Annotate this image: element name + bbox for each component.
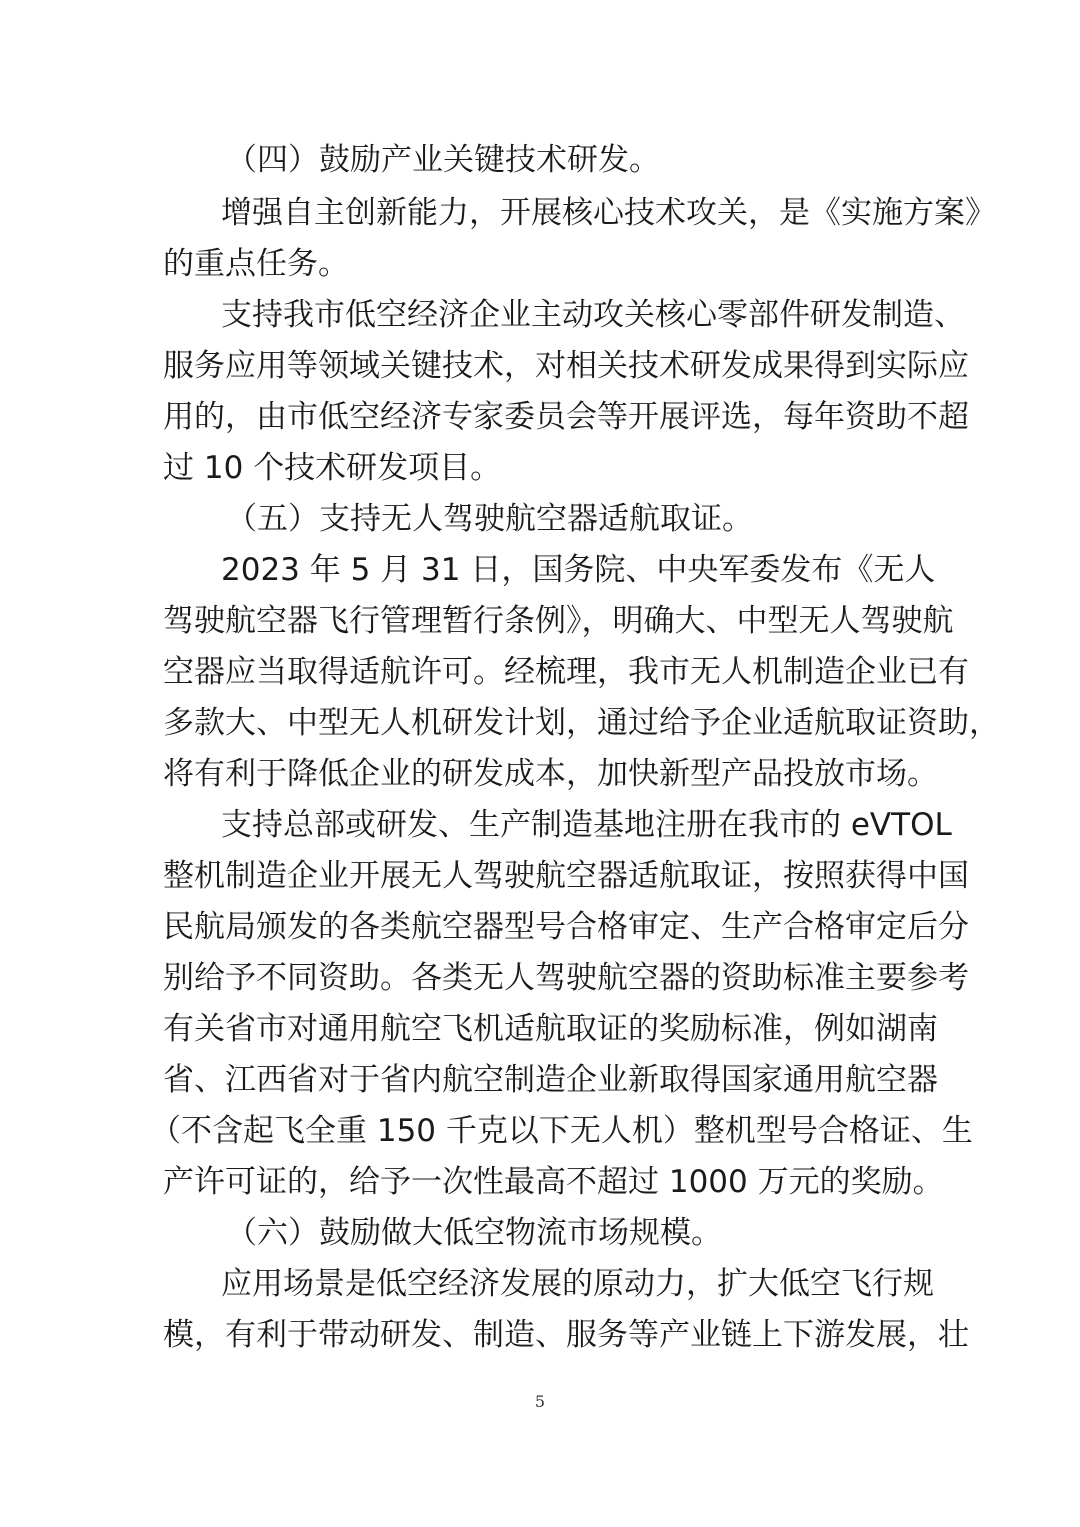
- paragraph-line: 模，有利于带动研发、制造、服务等产业链上下游发展，壮: [163, 1317, 969, 1353]
- section-heading-5: （五）支持无人驾驶航空器适航取证。: [226, 501, 753, 537]
- paragraph-line: 别给予不同资助。各类无人驾驶航空器的资助标准主要参考: [163, 960, 969, 996]
- paragraph-line: 产许可证的，给予一次性最高不超过 1000 万元的奖励。: [163, 1164, 944, 1200]
- paragraph-line: 服务应用等领域关键技术，对相关技术研发成果得到实际应: [163, 348, 969, 384]
- paragraph-line: （不含起飞全重 150 千克以下无人机）整机型号合格证、生: [150, 1113, 973, 1149]
- paragraph-line: 用的，由市低空经济专家委员会等开展评选，每年资助不超: [163, 399, 969, 435]
- paragraph-line: 民航局颁发的各类航空器型号合格审定、生产合格审定后分: [163, 909, 969, 945]
- paragraph-line: 的重点任务。: [163, 246, 349, 282]
- paragraph-line: 多款大、中型无人机研发计划，通过给予企业适航取证资助，: [163, 705, 1000, 741]
- paragraph-line: 应用场景是低空经济发展的原动力，扩大低空飞行规: [221, 1266, 934, 1302]
- paragraph-line: 有关省市对通用航空飞机适航取证的奖励标准，例如湖南: [163, 1011, 938, 1047]
- paragraph-line: 将有利于降低企业的研发成本，加快新型产品投放市场。: [163, 756, 938, 792]
- paragraph-line: 整机制造企业开展无人驾驶航空器适航取证，按照获得中国: [163, 858, 969, 894]
- section-heading-4: （四）鼓励产业关键技术研发。: [226, 142, 660, 178]
- paragraph-line: 空器应当取得适航许可。经梳理，我市无人机制造企业已有: [163, 654, 969, 690]
- paragraph-line: 过 10 个技术研发项目。: [163, 450, 502, 486]
- paragraph-line: 支持我市低空经济企业主动攻关核心零部件研发制造、: [221, 297, 965, 333]
- paragraph-line: 驾驶航空器飞行管理暂行条例》，明确大、中型无人驾驶航: [163, 603, 954, 639]
- paragraph-line: 省、江西省对于省内航空制造企业新取得国家通用航空器: [163, 1062, 938, 1098]
- paragraph-line: 支持总部或研发、生产制造基地注册在我市的 eVTOL: [221, 807, 952, 843]
- paragraph-line: 增强自主创新能力，开展核心技术攻关，是《实施方案》: [221, 195, 996, 231]
- paragraph-line: 2023 年 5 月 31 日，国务院、中央军委发布《无人: [221, 552, 936, 588]
- page-number: 5: [534, 1392, 546, 1411]
- section-heading-6: （六）鼓励做大低空物流市场规模。: [226, 1215, 722, 1251]
